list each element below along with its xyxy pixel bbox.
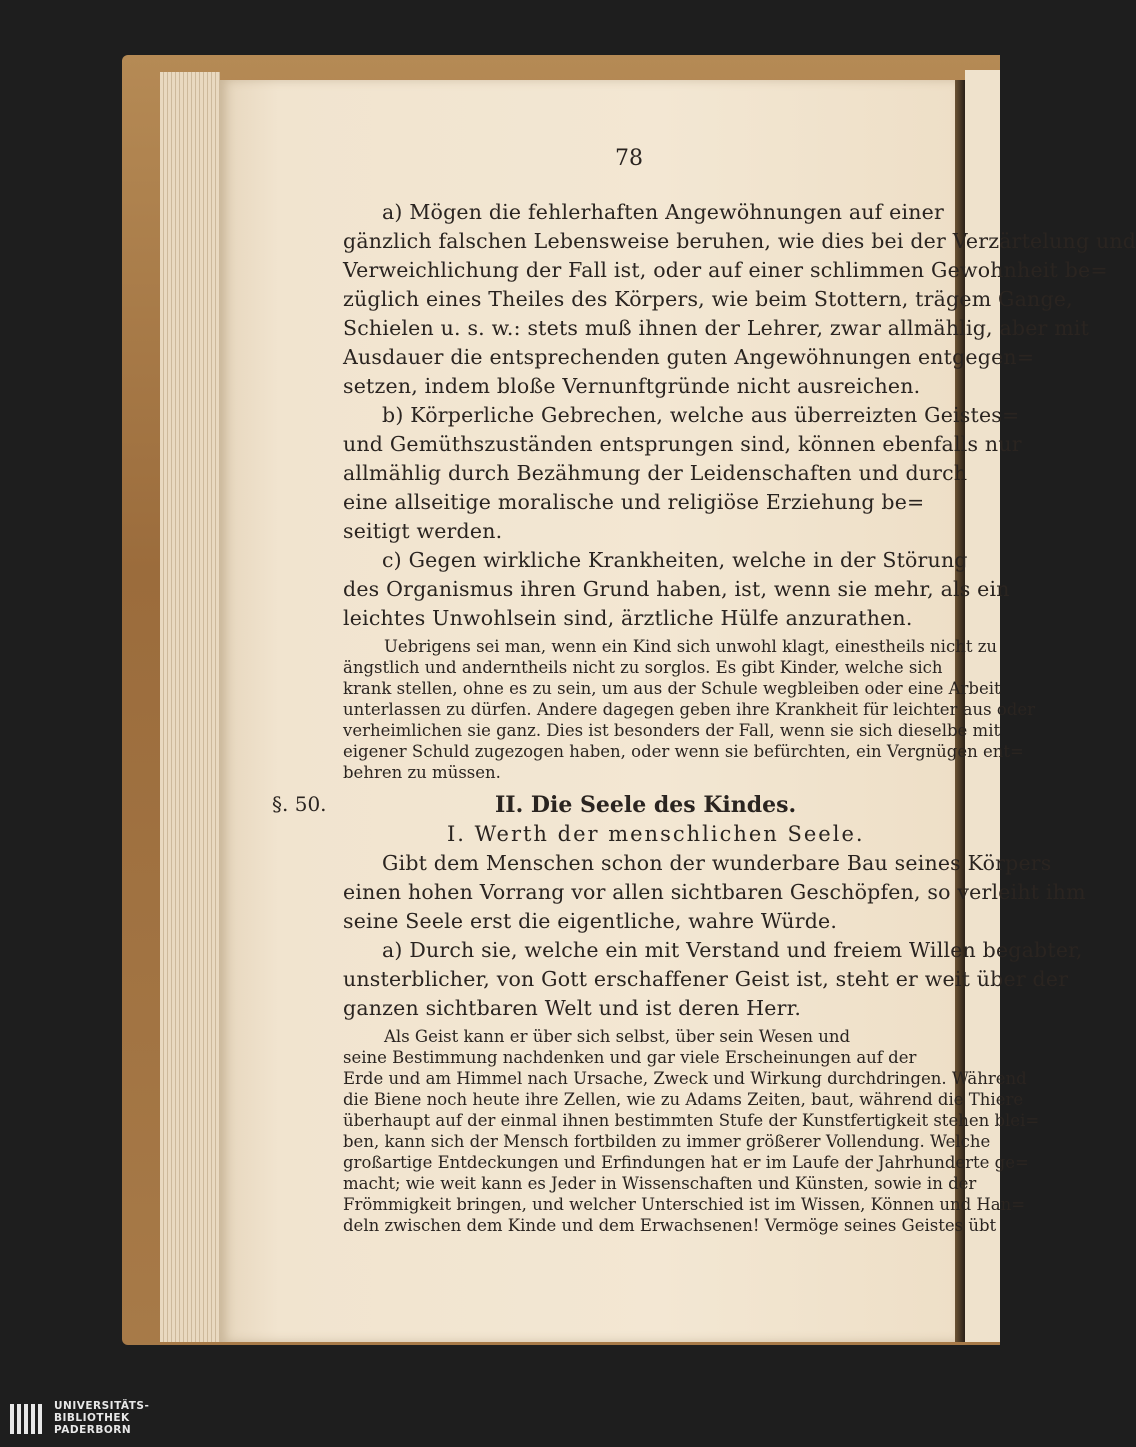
text-line: unsterblicher, von Gott erschaffener Geist ist, steht er weit über der <box>343 967 1069 991</box>
library-logo-icon <box>8 1400 48 1440</box>
text-line: allmählig durch Bezähmung der Leidenschaften und durch <box>343 461 968 485</box>
text-line: gänzlich falschen Lebensweise beruhen, wie dies bei der Verzärtelung und <box>343 229 1136 253</box>
note-line: verheimlichen sie ganz. Dies ist besonders der Fall, wenn sie sich dieselbe mit <box>343 721 1001 740</box>
text-line: c) Gegen wirkliche Krankheiten, welche in der Störung <box>382 548 968 572</box>
note-line: seine Bestimmung nachdenken und gar viele Erscheinungen auf der <box>343 1048 917 1067</box>
section-mark: §. 50. <box>272 792 327 816</box>
note-line: behren zu müssen. <box>343 763 501 782</box>
library-name-line: UNIVERSITÄTS- <box>54 1400 150 1412</box>
note-line: macht; wie weit kann es Jeder in Wissenschaften und Künsten, sowie in der <box>343 1174 977 1193</box>
section-subheading: I. Werth der menschlichen Seele. <box>447 822 865 846</box>
text-line: setzen, indem bloße Vernunftgründe nicht ausreichen. <box>343 374 921 398</box>
text-line: Schielen u. s. w.: stets muß ihnen der Lehrer, zwar allmählig, aber mit <box>343 316 1090 340</box>
library-name-line: PADERBORN <box>54 1424 132 1436</box>
note-line: krank stellen, ohne es zu sein, um aus der Schule wegbleiben oder eine Arbeit <box>343 679 1001 698</box>
text-line: des Organismus ihren Grund haben, ist, wenn sie mehr, als ein <box>343 577 1010 601</box>
note-line: ben, kann sich der Mensch fortbilden zu immer größerer Vollendung. Welche <box>343 1132 991 1151</box>
page-number: 78 <box>615 146 643 171</box>
note-line: unterlassen zu dürfen. Andere dagegen geben ihre Krankheit für leichter aus oder <box>343 700 1035 719</box>
text-line: ganzen sichtbaren Welt und ist deren Herr. <box>343 996 802 1020</box>
page-edges <box>160 72 220 1342</box>
text-line: züglich eines Theiles des Körpers, wie beim Stottern, trägem Gange, <box>343 287 1073 311</box>
library-footer <box>0 1397 1000 1447</box>
text-line: Verweichlichung der Fall ist, oder auf einer schlimmen Gewohnheit be= <box>343 258 1108 282</box>
text-line: Ausdauer die entsprechenden guten Angewöhnungen entgegen= <box>343 345 1035 369</box>
section-heading: II. Die Seele des Kindes. <box>495 792 797 818</box>
text-line: eine allseitige moralische und religiöse Erziehung be= <box>343 490 925 514</box>
text-line: seitigt werden. <box>343 519 503 543</box>
note-line: eigener Schuld zugezogen haben, oder wenn sie befürchten, ein Vergnügen ent= <box>343 742 1024 761</box>
note-line: Frömmigkeit bringen, und welcher Unterschied ist im Wissen, Können und Han= <box>343 1195 1026 1214</box>
text-line: a) Mögen die fehlerhaften Angewöhnungen auf einer <box>382 200 944 224</box>
text-line: leichtes Unwohlsein sind, ärztliche Hülfe anzurathen. <box>343 606 913 630</box>
note-line: Als Geist kann er über sich selbst, über sein Wesen und <box>384 1027 851 1046</box>
note-line: deln zwischen dem Kinde und dem Erwachsenen! Vermöge seines Geistes übt <box>343 1216 997 1235</box>
note-line: ängstlich und anderntheils nicht zu sorglos. Es gibt Kinder, welche sich <box>343 658 943 677</box>
note-line: die Biene noch heute ihre Zellen, wie zu Adams Zeiten, baut, während die Thiere <box>343 1090 1024 1109</box>
library-name-line: BIBLIOTHEK <box>54 1412 130 1424</box>
text-line: seine Seele erst die eigentliche, wahre Würde. <box>343 909 838 933</box>
note-line: überhaupt auf der einmal ihnen bestimmten Stufe der Kunstfertigkeit stehen blei= <box>343 1111 1040 1130</box>
text-line: b) Körperliche Gebrechen, welche aus überreizten Geistes= <box>382 403 1020 427</box>
note-line: Uebrigens sei man, wenn ein Kind sich unwohl klagt, einestheils nicht zu <box>384 637 998 656</box>
note-line: Erde und am Himmel nach Ursache, Zweck und Wirkung durchdringen. Während <box>343 1069 1027 1088</box>
text-line: Gibt dem Menschen schon der wunderbare Bau seines Körpers <box>382 851 1052 875</box>
text-line: a) Durch sie, welche ein mit Verstand und freiem Willen begabter, <box>382 938 1083 962</box>
text-line: und Gemüthszuständen entsprungen sind, können ebenfalls nur <box>343 432 1022 456</box>
text-line: einen hohen Vorrang vor allen sichtbaren Geschöpfen, so verleiht ihm <box>343 880 1086 904</box>
note-line: großartige Entdeckungen und Erfindungen hat er im Laufe der Jahrhunderte ge= <box>343 1153 1029 1172</box>
